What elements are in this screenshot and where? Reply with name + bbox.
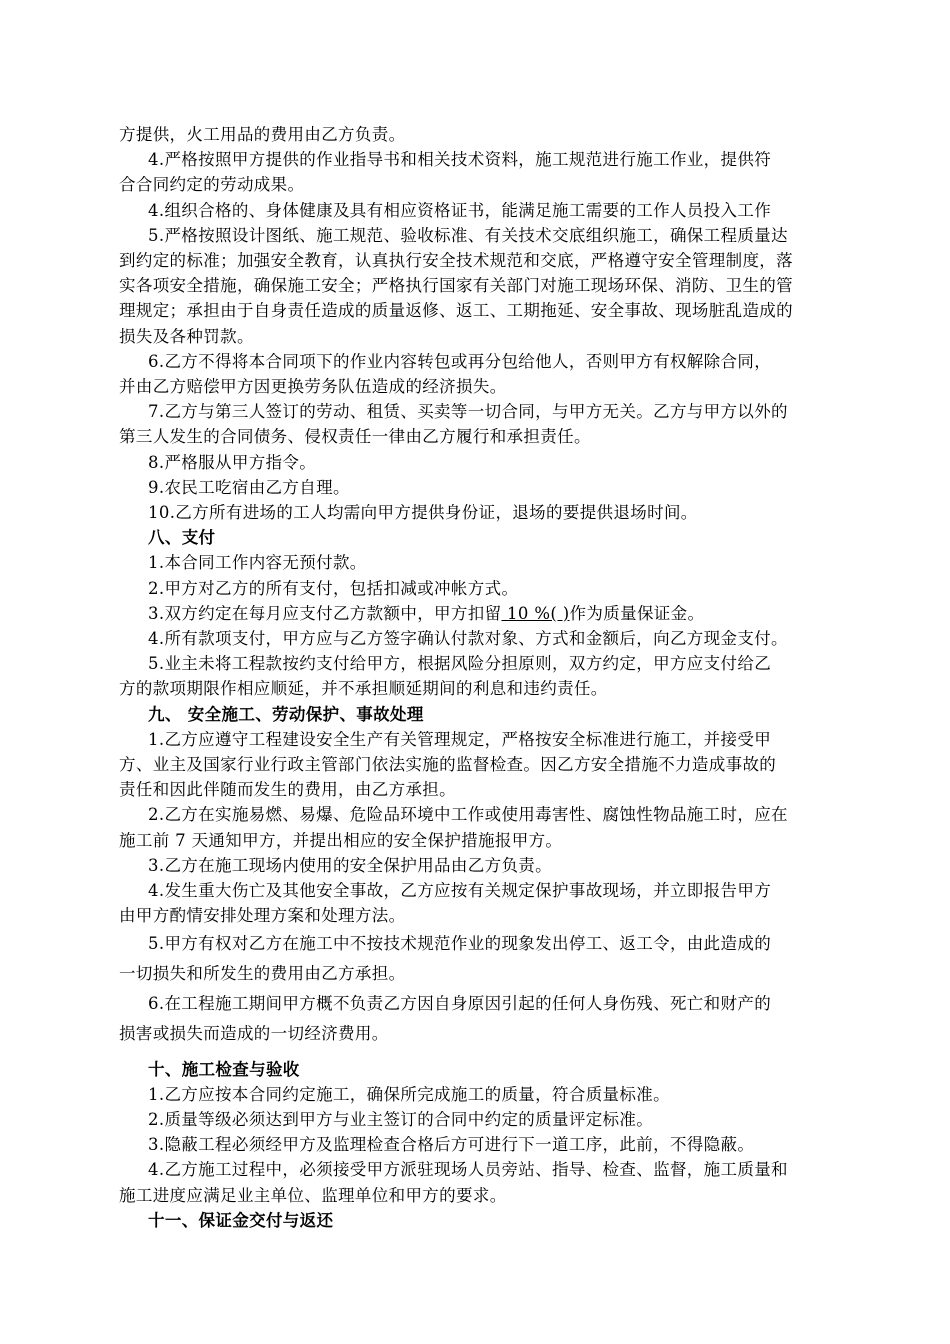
paragraph-line: 10.乙方所有进场的工人均需向甲方提供身份证，退场的要提供退场时间。 — [148, 503, 698, 523]
paragraph-line: 5.严格按照设计图纸、施工规范、验收标准、有关技术交底组织施工，确保工程质量达 — [148, 225, 788, 245]
paragraph-line: 4.发生重大伤亡及其他安全事故，乙方应按有关规定保护事故现场，并立即报告甲方 — [148, 881, 772, 901]
paragraph-line: 4.严格按照甲方提供的作业指导书和相关技术资料，施工规范进行施工作业，提供符 — [148, 150, 772, 170]
paragraph-line: 3.乙方在施工现场内使用的安全保护用品由乙方负责。 — [148, 855, 552, 875]
paragraph-line: 第三人发生的合同债务、侵权责任一律由乙方履行和承担责任。 — [119, 427, 591, 447]
paragraph-line: 5.业主未将工程款按约支付给甲方，根据风险分担原则，双方约定，甲方应支付给乙 — [148, 654, 772, 674]
paragraph-line: 6.乙方不得将本合同项下的作业内容转包或再分包给他人，否则甲方有权解除合同， — [148, 351, 772, 371]
paragraph-line: 6.在工程施工期间甲方概不负责乙方因自身原因引起的任何人身伤残、死亡和财产的 — [148, 993, 772, 1013]
paragraph-line: 方提供，火工用品的费用由乙方负责。 — [119, 125, 406, 144]
paragraph-line: 合合同约定的劳动成果。 — [119, 175, 305, 195]
paragraph-line: 1.乙方应按本合同约定施工，确保所完成施工的质量，符合质量标准。 — [148, 1084, 670, 1104]
paragraph-line: 责任和因此伴随而发生的费用，由乙方承担。 — [119, 780, 456, 800]
paragraph-line: 7.乙方与第三人签订的劳动、租赁、买卖等一切合同，与甲方无关。乙方与甲方以外的 — [148, 402, 788, 422]
section-spacer — [119, 1049, 839, 1057]
paragraph-line: 4.所有款项支付，甲方应与乙方签字确认付款对象、方式和金额后，向乙方现金支付。 — [148, 629, 788, 649]
paragraph-line: 实各项安全措施，确保施工安全；严格执行国家有关部门对施工现场环保、消防、卫生的管 — [119, 276, 793, 296]
paragraph-line: 到约定的标准；加强安全教育，认真执行安全技术规范和交底，严格遵守安全管理制度，落 — [119, 251, 793, 271]
paragraph-line: 方的款项期限作相应顺延，并不承担顺延期间的利息和违约责任。 — [119, 679, 608, 699]
paragraph-line: 1.本合同工作内容无预付款。 — [148, 553, 367, 573]
paragraph-line: 损失及各种罚款。 — [119, 326, 254, 346]
paragraph-line: 5.甲方有权对乙方在施工中不按技术规范作业的现象发出停工、返工令，由此造成的 — [148, 933, 772, 953]
contract-body — [119, 122, 839, 1233]
paragraph-line: 理规定；承担由于自身责任造成的质量返修、返工、工期拖延、安全事故、现场脏乱造成的 — [119, 301, 793, 321]
retention-text: 3.双方约定在每月应支付乙方款额中，甲方扣留 — [148, 603, 502, 623]
section-heading-inspection: 十、施工检查与验收 — [148, 1059, 300, 1079]
paragraph-line: 施工进度应满足业主单位、监理单位和甲方的要求。 — [119, 1185, 507, 1205]
paragraph-line: 8.严格服从甲方指令。 — [148, 452, 317, 472]
paragraph-line: 2.乙方在实施易燃、易爆、危险品环境中工作或使用毒害性、腐蚀性物品施工时，应在 — [148, 805, 788, 825]
paragraph-line: 施工前 7 天通知甲方，并提出相应的安全保护措施报甲方。 — [119, 830, 563, 850]
paragraph-line: 2.质量等级必须达到甲方与业主签订的合同中约定的质量评定标准。 — [148, 1109, 654, 1129]
paragraph-line: 4.乙方施工过程中，必须接受甲方派驻现场人员旁站、指导、检查、监督，施工质量和 — [148, 1160, 788, 1180]
retention-percent-blank: 10 %( ) — [501, 603, 570, 623]
section-heading-payment: 八、支付 — [148, 528, 216, 548]
paragraph-line: 由甲方酌情安排处理方案和处理方法。 — [119, 906, 406, 926]
retention-text-end: 作为质量保证金。 — [569, 603, 705, 623]
paragraph-line: 方、业主及国家行业行政主管部门依法实施的监督检查。因乙方安全措施不力造成事故的 — [119, 755, 777, 775]
paragraph-line: 9.农民工吃宿由乙方自理。 — [148, 477, 350, 497]
section-heading-safety: 九、 安全施工、劳动保护、事故处理 — [148, 704, 424, 724]
section-heading-deposit: 十一、保证金交付与返还 — [148, 1210, 334, 1230]
paragraph-line: 一切损失和所发生的费用由乙方承担。 — [119, 963, 406, 983]
retention-clause — [119, 601, 839, 626]
paragraph-line: 1.乙方应遵守工程建设安全生产有关管理规定，严格按安全标准进行施工，并接受甲 — [148, 729, 772, 749]
paragraph-line: 并由乙方赔偿甲方因更换劳务队伍造成的经济损失。 — [119, 377, 507, 397]
paragraph-line: 3.隐蔽工程必须经甲方及监理检查合格后方可进行下一道工序，此前，不得隐蔽。 — [148, 1135, 755, 1155]
paragraph-line: 损害或损失而造成的一切经济费用。 — [119, 1023, 389, 1043]
paragraph-line: 2.甲方对乙方的所有支付，包括扣减或冲帐方式。 — [148, 578, 519, 598]
paragraph-line: 4.组织合格的、身体健康及具有相应资格证书，能满足施工需要的工作人员投入工作 — [148, 200, 772, 220]
